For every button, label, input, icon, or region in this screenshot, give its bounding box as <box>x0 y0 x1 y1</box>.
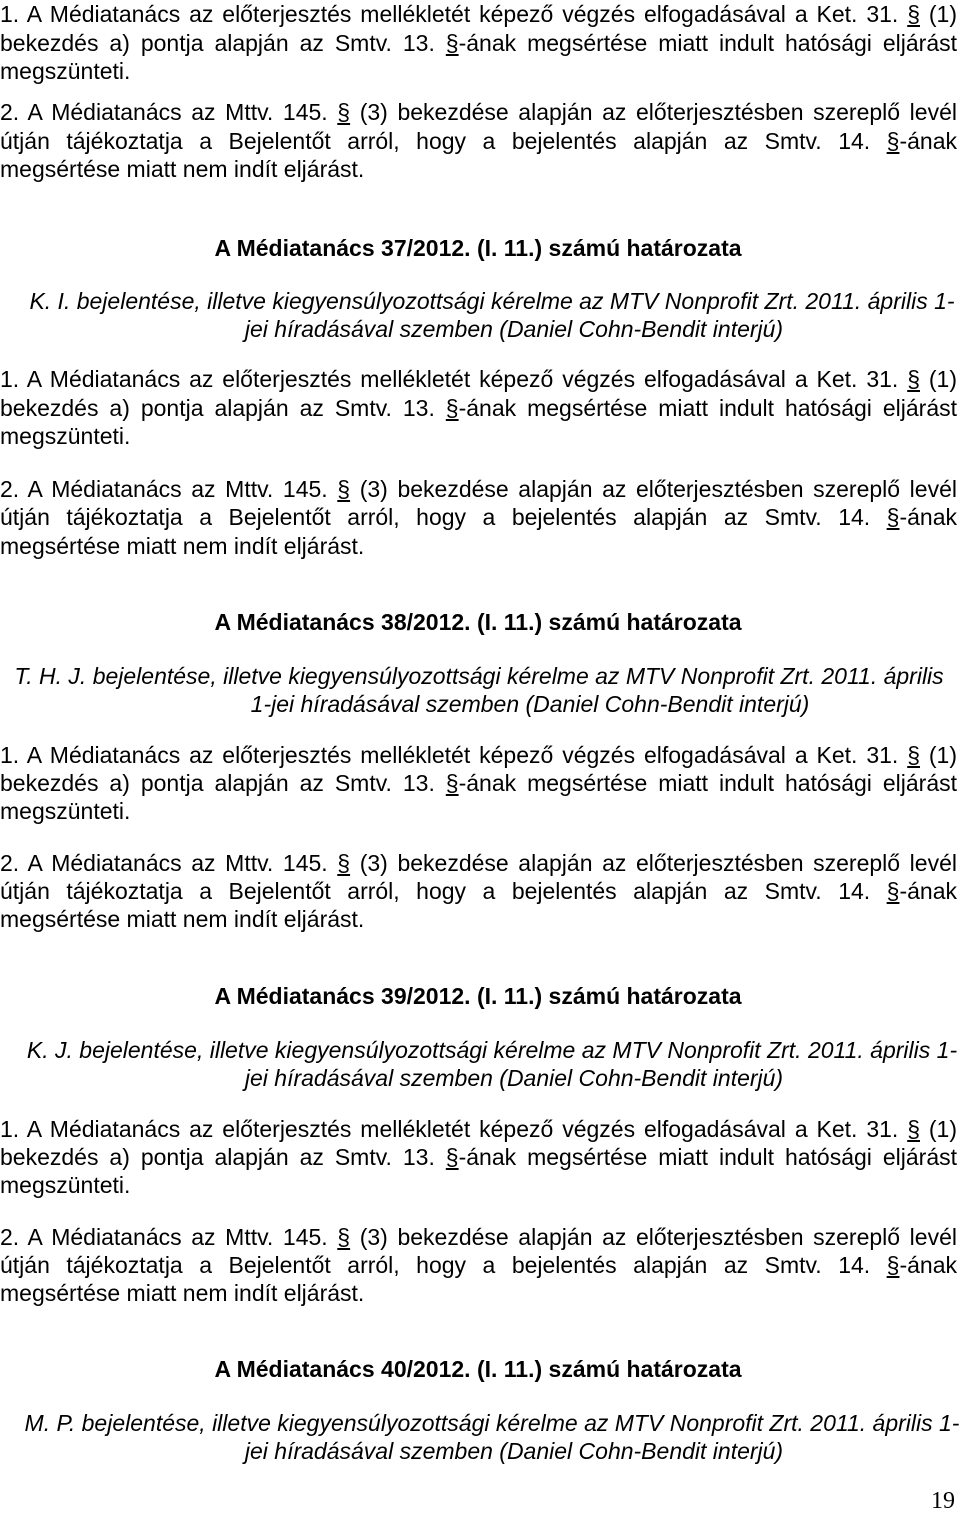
decision-subject-line: M. P. bejelentése, illetve kiegyensúlyozottsági kérelme az MTV Nonprofit Zrt. 2011. április 1- <box>24 1410 960 1436</box>
ruling-line: megsértése miatt nem indít eljárást. <box>0 906 365 932</box>
section-sign: § <box>445 30 459 56</box>
section-sign: § <box>886 878 900 904</box>
ruling-line: útján tájékoztatja a Bejelentőt arról, hogy a bejelentés alapján az Smtv. 14. §-ának <box>0 128 957 154</box>
decision-subject-line: jei híradásával szemben (Daniel Cohn-Bendit interjú) <box>244 1065 784 1091</box>
ruling-line: 1. A Médiatanács az előterjesztés mellékletét képező végzés elfogadásával a Ket. 31. § (1) <box>0 1116 958 1142</box>
ruling-line: bekezdés a) pontja alapján az Smtv. 13. §-ának megsértése miatt indult hatósági eljárást <box>0 770 958 796</box>
ruling-line: megszünteti. <box>0 1172 131 1198</box>
decision-subject-line: jei híradásával szemben (Daniel Cohn-Bendit interjú) <box>244 316 784 342</box>
decision-title: A Médiatanács 40/2012. (I. 11.) számú határozata <box>214 1356 742 1382</box>
section-sign: § <box>337 476 351 502</box>
ruling-line: útján tájékoztatja a Bejelentőt arról, hogy a bejelentés alapján az Smtv. 14. §-ának <box>0 504 957 530</box>
section-sign: § <box>907 366 920 392</box>
decision-title: A Médiatanács 39/2012. (I. 11.) számú határozata <box>214 983 742 1009</box>
ruling-line: megsértése miatt nem indít eljárást. <box>0 1280 365 1306</box>
decision-title: A Médiatanács 37/2012. (I. 11.) számú határozata <box>214 235 742 261</box>
ruling-line: megszünteti. <box>0 58 131 84</box>
ruling-line: 1. A Médiatanács az előterjesztés mellékletét képező végzés elfogadásával a Ket. 31. § (1) <box>0 366 958 392</box>
page-number: 19 <box>931 1488 955 1514</box>
section-sign: § <box>445 395 459 421</box>
section-sign: § <box>886 128 900 154</box>
section-sign: § <box>907 1 920 27</box>
decision-title: A Médiatanács 38/2012. (I. 11.) számú határozata <box>214 609 742 635</box>
ruling-line: bekezdés a) pontja alapján az Smtv. 13. §-ának megsértése miatt indult hatósági eljárást <box>0 395 958 421</box>
section-sign: § <box>337 1224 351 1250</box>
decision-subject-line: jei híradásával szemben (Daniel Cohn-Bendit interjú) <box>244 1438 784 1464</box>
section-sign: § <box>337 99 351 125</box>
section-sign: § <box>445 770 459 796</box>
section-sign: § <box>337 850 351 876</box>
ruling-line: 2. A Médiatanács az Mttv. 145. § (3) bekezdése alapján az előterjesztésben szereplő levél <box>0 99 957 125</box>
ruling-line: megsértése miatt nem indít eljárást. <box>0 533 365 559</box>
ruling-line: bekezdés a) pontja alapján az Smtv. 13. §-ának megsértése miatt indult hatósági eljárást <box>0 1144 958 1170</box>
ruling-line: megsértése miatt nem indít eljárást. <box>0 156 365 182</box>
decision-subject-line: K. I. bejelentése, illetve kiegyensúlyozottsági kérelme az MTV Nonprofit Zrt. 2011. április 1- <box>29 288 955 314</box>
section-sign: § <box>886 1252 900 1278</box>
ruling-line: 1. A Médiatanács az előterjesztés mellékletét képező végzés elfogadásával a Ket. 31. § (1) <box>0 1 958 27</box>
decision-subject-line: T. H. J. bejelentése, illetve kiegyensúlyozottsági kérelme az MTV Nonprofit Zrt. 2011. április <box>14 663 944 689</box>
decision-subject-line: K. J. bejelentése, illetve kiegyensúlyozottsági kérelme az MTV Nonprofit Zrt. 2011. április 1- <box>26 1037 958 1063</box>
ruling-line: megszünteti. <box>0 798 131 824</box>
section-sign: § <box>907 742 920 768</box>
ruling-line: 2. A Médiatanács az Mttv. 145. § (3) bekezdése alapján az előterjesztésben szereplő levél <box>0 1224 957 1250</box>
ruling-line: útján tájékoztatja a Bejelentőt arról, hogy a bejelentés alapján az Smtv. 14. §-ának <box>0 878 957 904</box>
ruling-line: megszünteti. <box>0 423 131 449</box>
ruling-line: bekezdés a) pontja alapján az Smtv. 13. §-ának megsértése miatt indult hatósági eljárást <box>0 30 958 56</box>
ruling-line: 2. A Médiatanács az Mttv. 145. § (3) bekezdése alapján az előterjesztésben szereplő levél <box>0 476 957 502</box>
ruling-line: 2. A Médiatanács az Mttv. 145. § (3) bekezdése alapján az előterjesztésben szereplő levél <box>0 850 957 876</box>
section-sign: § <box>445 1144 459 1170</box>
section-sign: § <box>886 504 900 530</box>
ruling-line: útján tájékoztatja a Bejelentőt arról, hogy a bejelentés alapján az Smtv. 14. §-ának <box>0 1252 957 1278</box>
decision-subject-line: 1-jei híradásával szemben (Daniel Cohn-Bendit interjú) <box>250 691 810 717</box>
ruling-line: 1. A Médiatanács az előterjesztés mellékletét képező végzés elfogadásával a Ket. 31. § (1) <box>0 742 958 768</box>
section-sign: § <box>907 1116 920 1142</box>
